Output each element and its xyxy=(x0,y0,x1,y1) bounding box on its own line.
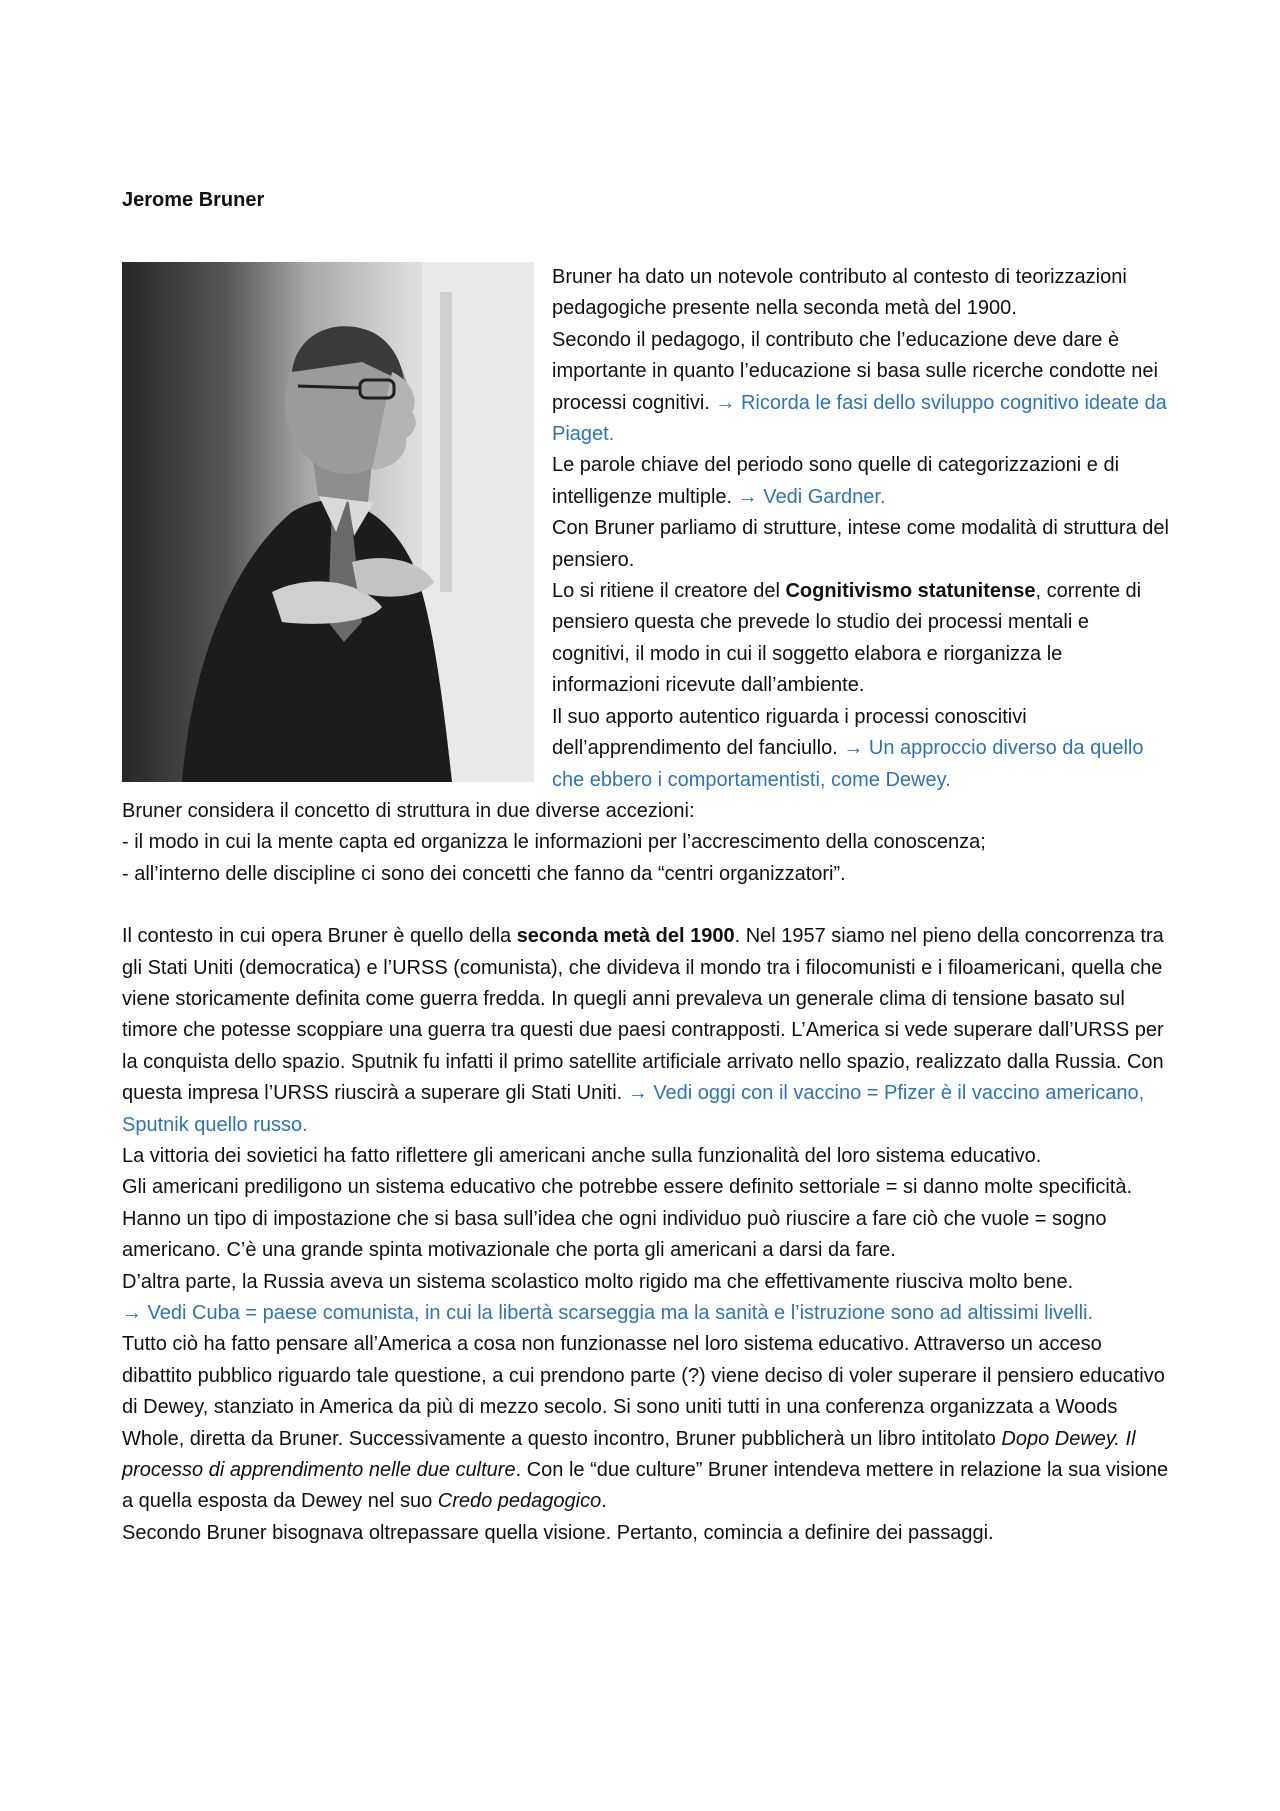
context-paragraph-5-end: . xyxy=(601,1490,607,1513)
portrait-illustration xyxy=(122,262,534,782)
context-paragraph-4: D’altra parte, la Russia aveva un sistema scolastico molto rigido ma che effettivamente riusciva molto bene. xyxy=(122,1270,1074,1293)
gardner-note: → Vedi Gardner. xyxy=(737,485,886,508)
document-page xyxy=(122,185,1170,1549)
intro-paragraph-2-text: Secondo il pedagogo, il contributo che l’educazione deve dare è importante in quanto l’educazione si basa sulle ricerche condotte nei processi cognitivi. xyxy=(552,328,1158,414)
intro-paragraph-3-text: Le parole chiave del periodo sono quelle di categorizzazioni e di intelligenze multiple. xyxy=(552,454,1120,508)
context-paragraph-1-pre: Il contesto in cui opera Bruner è quello della xyxy=(122,925,517,948)
intro-paragraph-6-text: Il suo apporto autentico riguarda i processi conoscitivi dell’apprendimento del fanciullo. xyxy=(552,705,1027,760)
period-term: seconda metà del 1900 xyxy=(516,925,735,948)
intro-paragraph-5-pre: Lo si ritiene il creatore del xyxy=(552,580,786,603)
cuba-note: → Vedi Cuba = paese comunista, in cui la libertà scarseggia ma la sanità e l’istruzione sono ad altissimi livelli. xyxy=(122,1302,1094,1324)
context-paragraph-5 xyxy=(122,1329,1170,1517)
behaviorism-note: → Un approccio diverso da quello che ebbero i comportamentisti, come Dewey. xyxy=(552,737,1144,791)
intro-paragraph-4: Con Bruner parliamo di strutture, intese come modalità di struttura del pensiero. xyxy=(552,517,1169,571)
cognitivism-term: Cognitivismo statunitense xyxy=(785,580,1036,603)
intro-paragraph-5-post: , corrente di pensiero questa che prevede lo studio dei processi mentali e cognitivi, il modo in cui il soggetto elabora e riorganizza le informazioni ricevute dall’ambiente. xyxy=(552,580,1142,697)
context-paragraph-2: La vittoria dei sovietici ha fatto riflettere gli americani anche sulla funzionalità del loro sistema educativo. xyxy=(122,1144,1042,1167)
context-paragraph-5-pre: Tutto ciò ha fatto pensare all’America a cosa non funzionasse nel loro sistema educativo. Attraverso un acceso dibattito pubblico riguardo tale questione, a cui prendono parte (?) viene deciso di voler superare il pensiero educativo di Dewey, stanziato in America da più di mezzo secolo. Si sono uniti tutti in una conferenza organizzata a Woods Whole, diretta da Bruner. Successivamente a questo incontro, Bruner pubblicherà un libro intitolato xyxy=(122,1333,1165,1450)
structure-lead: Bruner considera il concetto di struttura in due diverse accezioni: xyxy=(122,799,695,822)
context-paragraph-6: Secondo Bruner bisognava oltrepassare quella visione. Pertanto, comincia a definire dei passaggi. xyxy=(122,1521,994,1544)
book-title: Dopo Dewey. Il processo di apprendimento nelle due culture xyxy=(122,1427,1136,1482)
paragraph-gap xyxy=(122,890,1170,921)
context-paragraph-3: Gli americani prediligono un sistema educativo che potrebbe essere definito settoriale = si danno molte specificità. Hanno un tipo di impostazione che si basa sull’idea che ogni individuo può riuscire a fare ciò che vuole = sogno americano. C’è una grande spinta motivazionale che porta gli americani a darsi da fare. xyxy=(122,1176,1132,1262)
structure-item-2: - all’interno delle discipline ci sono dei concetti che fanno da “centri organizzatori”. xyxy=(122,862,846,885)
credo-title: Credo pedagogico xyxy=(437,1490,602,1513)
piaget-note: → Ricorda le fasi dello sviluppo cognitivo ideate da Piaget. xyxy=(552,391,1167,446)
portrait-photo xyxy=(122,262,534,782)
intro-paragraph-1: Bruner ha dato un notevole contributo al contesto di teorizzazioni pedagogiche presente nella seconda metà del 1900. xyxy=(552,266,1127,320)
document-title: Jerome Bruner xyxy=(122,189,265,211)
structure-item-1: - il modo in cui la mente capta ed organizza le informazioni per l’accrescimento della conoscenza; xyxy=(122,831,986,854)
context-paragraph-1-post: . Nel 1957 siamo nel pieno della concorrenza tra gli Stati Uniti (democratica) e l’URSS (comunista), che divideva il mondo tra i filocomunisti e i filoamericani, quella che viene storicamente definita come guerra fredda. In quegli anni prevaleva un generale clima di tensione basato sul timore che potesse scoppiare una guerra tra questi due paesi contrapposti. L’America si vede superare dall’URSS per la conquista dello spazio. Sputnik fu infatti il primo satellite artificiale arrivato nello spazio, realizzato dalla Russia. Con questa impresa l’URSS riuscirà a superare gli Stati Uniti. xyxy=(122,925,1164,1105)
vaccine-note: → Vedi oggi con il vaccino = Pfizer è il vaccino americano, Sputnik quello russo. xyxy=(122,1082,1145,1136)
context-paragraph-5-mid: . Con le “due culture” Bruner intendeva mettere in relazione la sua visione a quella esposta da Dewey nel suo xyxy=(122,1459,1169,1513)
context-paragraph-1 xyxy=(122,921,1170,1141)
